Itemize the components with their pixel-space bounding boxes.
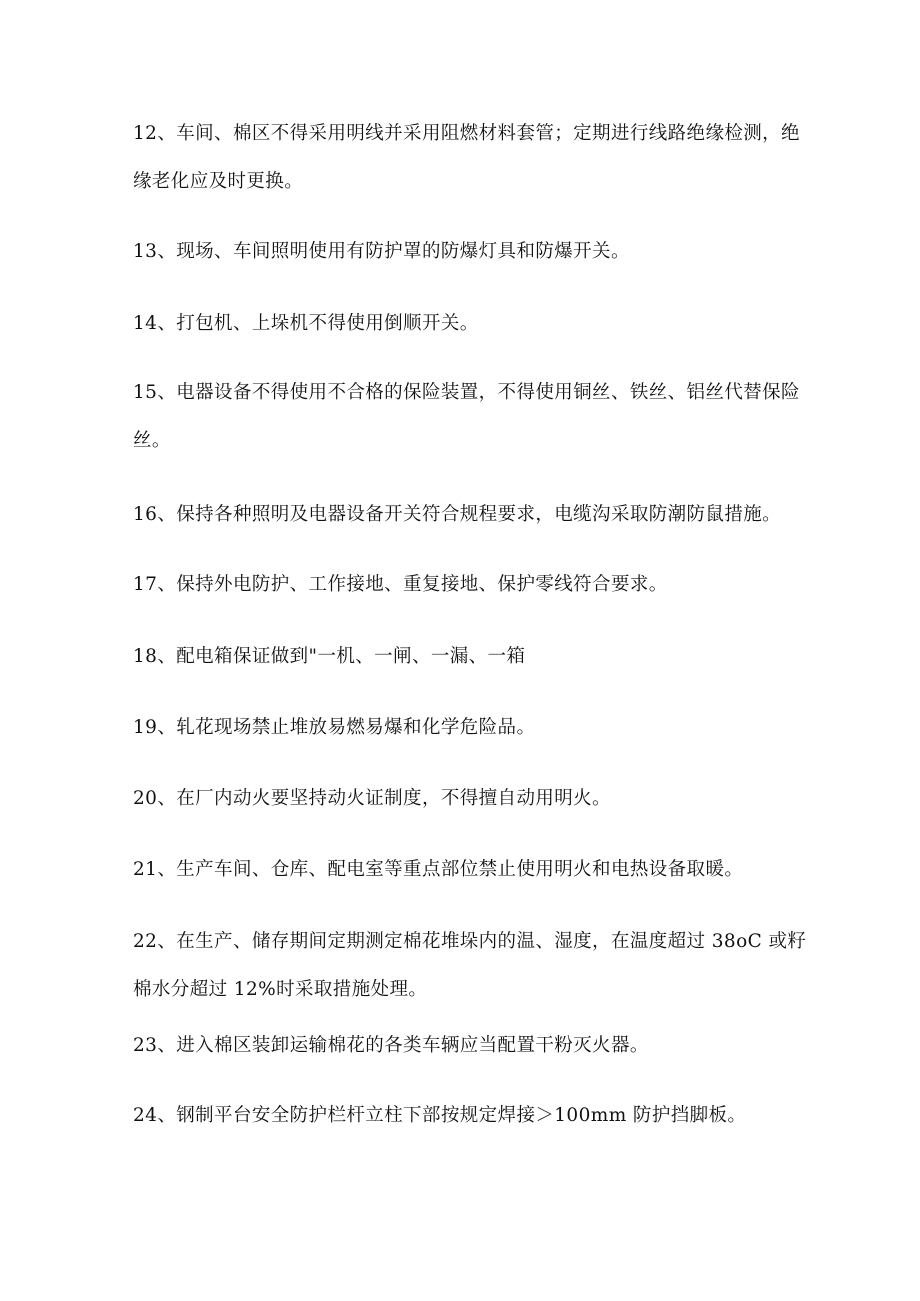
rule-item-23-line-1: 23、进入棉区装卸运输棉花的各类车辆应当配置干粉灭火器。	[133, 1035, 649, 1056]
rule-item-16-line-1: 16、保持各种照明及电器设备开关符合规程要求，电缆沟采取防潮防鼠措施。	[133, 504, 782, 525]
rule-item-15-line-2: 丝。	[133, 430, 171, 451]
rule-item-19-line-1: 19、轧花现场禁止堆放易燃易爆和化学危险品。	[133, 717, 536, 738]
rule-item-12	[133, 110, 800, 206]
rule-item-22	[133, 918, 807, 1014]
rule-item-18	[133, 633, 793, 681]
rule-item-19	[133, 704, 793, 752]
rule-item-17	[133, 561, 793, 609]
rule-item-17-line-1: 17、保持外电防护、工作接地、重复接地、保护零线符合要求。	[133, 574, 668, 595]
rule-item-13	[133, 228, 793, 276]
rule-item-15	[133, 369, 800, 465]
rule-item-13-line-1: 13、现场、车间照明使用有防护罩的防爆灯具和防爆开关。	[133, 241, 630, 262]
rule-item-21-line-1: 21、生产车间、仓库、配电室等重点部位禁止使用明火和电热设备取暖。	[133, 859, 744, 880]
rule-item-14-line-1: 14、打包机、上垛机不得使用倒顺开关。	[133, 313, 479, 334]
rule-item-22-line-2: 棉水分超过 12%时采取措施处理。	[133, 979, 428, 1000]
rule-item-24	[133, 1092, 793, 1140]
rule-item-12-line-2: 缘老化应及时更换。	[133, 171, 304, 192]
rule-item-16	[133, 491, 793, 539]
rule-item-14	[133, 300, 793, 348]
rule-item-20-line-1: 20、在厂内动火要坚持动火证制度，不得擅自动用明火。	[133, 788, 611, 809]
rule-item-15-line-1: 15、电器设备不得使用不合格的保险装置，不得使用铜丝、铁丝、铝丝代替保险	[133, 382, 800, 403]
rule-item-12-line-1: 12、车间、棉区不得采用明线并采用阻燃材料套管；定期进行线路绝缘检测，绝	[133, 123, 800, 144]
rule-item-24-line-1: 24、钢制平台安全防护栏杆立柱下部按规定焊接＞100mm 防护挡脚板。	[133, 1105, 747, 1126]
rule-item-20	[133, 775, 793, 823]
rule-item-23	[133, 1022, 793, 1070]
rule-item-21	[133, 846, 793, 894]
rule-item-22-line-1: 22、在生产、储存期间定期测定棉花堆垛内的温、湿度，在温度超过 38oC 或籽	[133, 931, 807, 952]
rule-item-18-line-1: 18、配电箱保证做到"一机、一闸、一漏、一箱	[133, 646, 526, 667]
